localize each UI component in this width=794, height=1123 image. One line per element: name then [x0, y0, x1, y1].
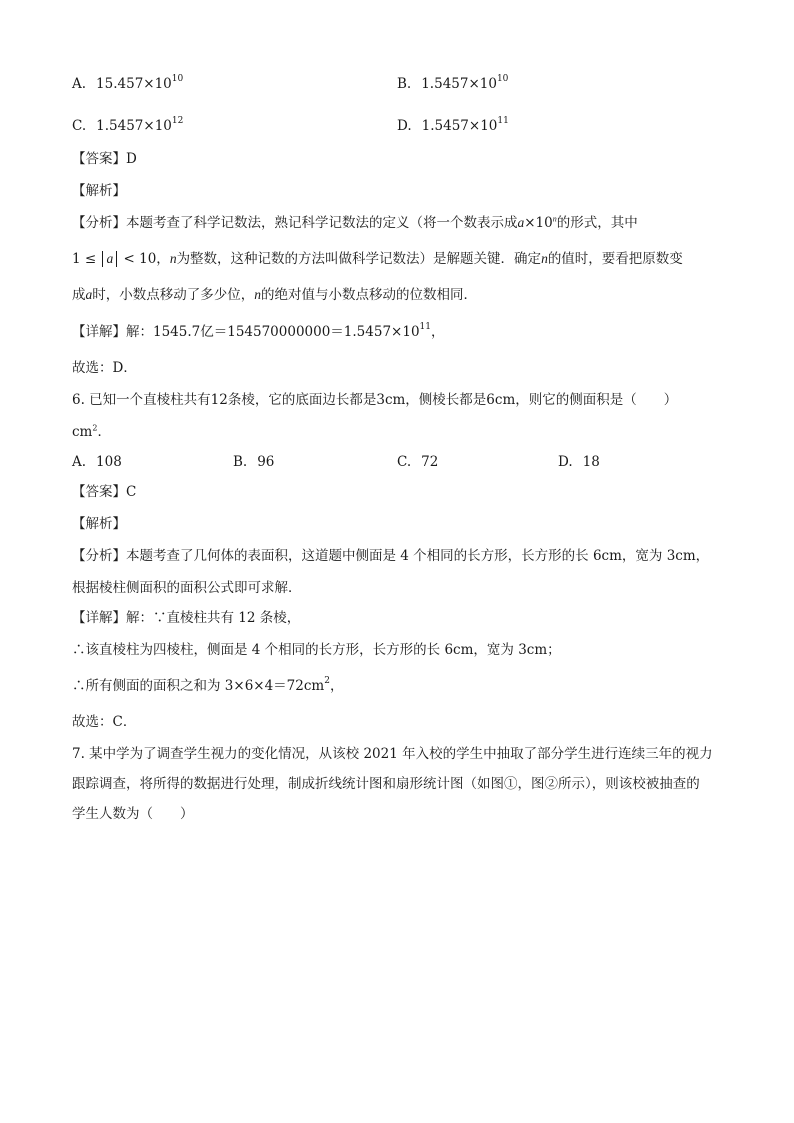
q7-stem: 7. 某中学为了调查学生视力的变化情况，从该校 2021 年入校的学生中抽取了部分学生进行连续三年的视力: [72, 746, 713, 762]
option-letter: C.: [397, 454, 412, 470]
q5-option-c: [72, 116, 183, 136]
option-letter: A.: [72, 454, 87, 470]
q5-option-b: [397, 74, 508, 94]
q5-fenxi-line-2: [72, 249, 683, 269]
option-exponent: 10: [496, 73, 509, 84]
q6-detail-line-1: [72, 608, 300, 628]
q7-stem: 学生人数为（ ）: [72, 806, 194, 822]
detail-text: 解：1545.7亿＝154570000000＝1.5457×10: [126, 324, 420, 340]
var-n-exp: n: [552, 214, 557, 224]
detail-end: ，: [329, 678, 344, 694]
q5-option-a: [72, 74, 183, 94]
option-value: 96: [257, 454, 275, 470]
q7-stem-line-3: [72, 804, 194, 824]
answer-value: D: [126, 151, 137, 167]
fenxi-text-end: 的绝对值与小数点移动的位数相同．: [261, 287, 477, 303]
ineq-lt: < 10，: [119, 251, 170, 267]
option-letter: C.: [72, 118, 87, 134]
choose-text: 故选：C．: [72, 714, 137, 730]
option-value: 108: [96, 454, 122, 470]
fenxi-text-end: 的值时，要看把原数变: [547, 251, 683, 267]
unit-cm: cm: [72, 424, 93, 440]
q5-fenxi-line-3: [72, 285, 477, 305]
fenxi-lead: 成: [72, 287, 86, 303]
fenxi-text: 本题考查了科学记数法，熟记科学记数法的定义（将一个数表示成: [126, 215, 518, 231]
detail-tag: 【详解】: [72, 324, 126, 340]
q6-stem: 6. 已知一个直棱柱共有12条棱，它的底面边长都是3cm，侧棱长都是6cm，则它的侧面积是（ ）: [72, 392, 678, 408]
q7-stem-line-2: [72, 774, 700, 794]
option-letter: B.: [233, 454, 248, 470]
option-value: 18: [582, 454, 600, 470]
q6-fenxi-line-1: [72, 546, 709, 566]
option-letter: D.: [397, 118, 412, 134]
q7-stem-line-1: [72, 744, 713, 764]
unit-exponent: 2: [92, 423, 98, 433]
detail-text: ∴所有侧面的面积之和为 3×6×4＝72cm: [72, 678, 325, 694]
q5-choose-line: [72, 358, 137, 378]
var-a: a: [517, 215, 525, 230]
option-letter: D.: [558, 454, 573, 470]
option-letter: A.: [72, 76, 87, 92]
q6-option-a: [72, 452, 122, 472]
abs-a: a: [102, 251, 117, 267]
detail-exponent: 11: [419, 321, 431, 332]
q6-detail-line-3: [72, 676, 343, 696]
answer-tag: 【答案】: [72, 151, 126, 167]
option-value: 72: [421, 454, 439, 470]
detail-end: ，: [431, 324, 445, 340]
option-mantissa: 15.457×10: [96, 76, 172, 92]
q5-fenxi-line-1: [72, 213, 638, 233]
analysis-tag: 【解析】: [72, 183, 126, 199]
fenxi-text: 时，小数点移动了多少位，: [92, 287, 255, 303]
q6-option-b: [233, 452, 274, 472]
q5-answer-line: [72, 149, 137, 169]
var-n: n: [169, 251, 177, 266]
var-n: n: [254, 287, 261, 302]
fenxi-tag: 【分析】: [72, 548, 126, 564]
ineq-lead: 1 ≤: [72, 251, 101, 267]
option-mantissa: 1.5457×10: [96, 118, 172, 134]
detail-text: ∴该直棱柱为四棱柱，侧面是 4 个相同的长方形，长方形的长 6cm，宽为 3cm；: [72, 642, 561, 658]
var-n: n: [541, 251, 548, 266]
fenxi-text-end: 的形式，其中: [556, 215, 638, 231]
fenxi-text: 根据棱柱侧面积的面积公式即可求解．: [72, 580, 302, 596]
detail-text: 解：∵直棱柱共有 12 条棱，: [126, 610, 301, 626]
q6-choose-line: [72, 712, 136, 732]
answer-tag: 【答案】: [72, 484, 126, 500]
option-exponent: 12: [171, 115, 184, 126]
stem-end: ．: [97, 424, 111, 440]
answer-value: C: [126, 484, 137, 500]
q6-answer-line: [72, 482, 136, 502]
q6-detail-line-2: [72, 640, 561, 660]
option-exponent: 11: [497, 115, 509, 126]
analysis-tag: 【解析】: [72, 516, 126, 532]
option-mantissa: 1.5457×10: [421, 76, 497, 92]
q5-detail-line: [72, 322, 445, 342]
q6-analysis-tag: [72, 514, 126, 534]
q5-option-d: [397, 116, 509, 136]
fenxi-tag: 【分析】: [72, 215, 126, 231]
fenxi-text: 本题考查了几何体的表面积，这道题中侧面是 4 个相同的长方形，长方形的长 6cm，宽为 3cm，: [126, 548, 710, 564]
q5-analysis-tag: [72, 181, 126, 201]
q6-stem-line-1: [72, 390, 677, 410]
detail-tag: 【详解】: [72, 610, 126, 626]
choose-text: 故选：D．: [72, 360, 137, 376]
times-ten: ×10: [524, 215, 553, 231]
var-a: a: [85, 287, 93, 302]
q6-option-d: [558, 452, 600, 472]
q6-stem-line-2: [72, 422, 111, 442]
detail-exponent: 2: [324, 675, 330, 686]
option-mantissa: 1.5457×10: [421, 118, 498, 134]
q6-fenxi-line-2: [72, 578, 302, 598]
q6-option-c: [397, 452, 438, 472]
option-exponent: 10: [171, 73, 184, 84]
q7-stem: 跟踪调查，将所得的数据进行处理，制成折线统计图和扇形统计图（如图①，图②所示），则该校被抽查的: [72, 776, 700, 792]
option-letter: B.: [397, 76, 412, 92]
fenxi-text: 为整数，这种记数的方法叫做科学记数法）是解题关键．确定: [176, 251, 542, 267]
